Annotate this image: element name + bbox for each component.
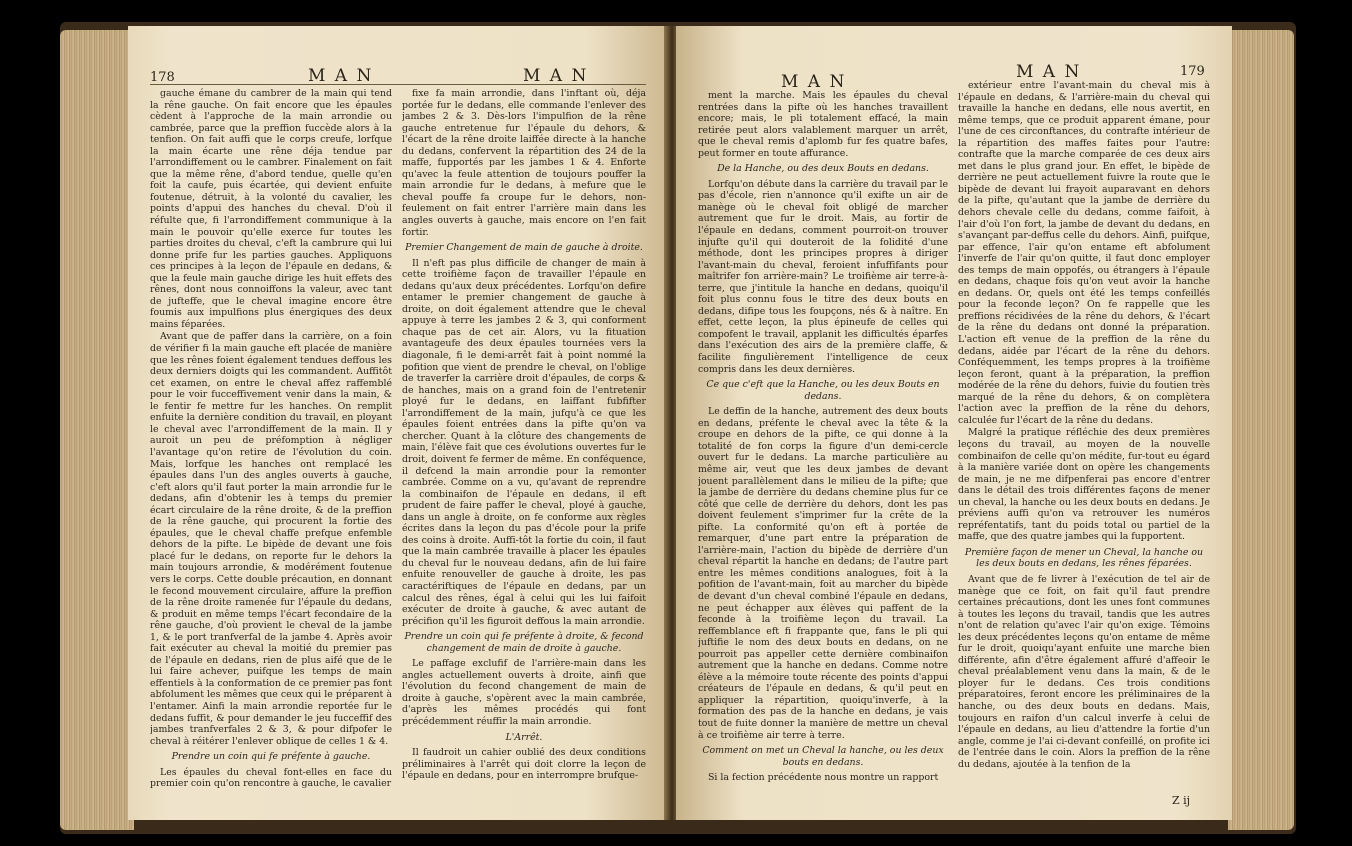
section-heading: Première façon de mener un Cheval, la hanche ou les deux bouts en dedans, les rênes féparées. xyxy=(964,546,1204,570)
paragraph: ment la marche. Mais les épaules du cheval rentrées dans la pifte où les hanches travaillent encore; mais, le pli totalement effacé, la main retirée peut alors valablement marquer un arrêt, que le cheval remis d'aplomb fur fes quatre bafes, peut former en toute affurance. xyxy=(698,90,948,159)
text-column-left xyxy=(150,88,392,812)
text-column-right xyxy=(958,80,1210,798)
left-page-edges xyxy=(60,30,134,830)
section-heading: Prendre un coin qui fe préfente à droite, & fecond changement de main de droite à gauche. xyxy=(404,631,644,654)
right-page-edges xyxy=(1228,30,1294,830)
section-heading: Ce que c'eft que la Hanche, ou les deux Bouts en dedans. xyxy=(706,379,940,402)
left-page xyxy=(128,26,668,820)
paragraph: Le deffin de la hanche, autrement des deux bouts en dedans, préfente le cheval avec la tête & la croupe en dehors de la pifte, ce qui donne à la totalité de fon corps la figure d'un demi-cercle ouvert fur le dedans. La marche particulière au même air, veut que les deux jambes de devant jouent parallèlement dans le milieu de la pifte; que la jambe de derrière du dedans chemine plus fur ce côté que celle de derrière du dehors, dont les pas doivent feulement s'imprimer fur la crête de la pifte. La conformité qu'on eft à portée de remarquer, d'une part entre la préparation de l'arrière-main, l'action du bipède de derrière d'un cheval répartit la hanche en dedans; de l'autre part entre les mêmes conditions analogues, foit à la pofition de l'avant-main, foit au marcher du bipède de devant d'un cheval combiné l'épaule en dedans, ne peut échapper aux élèves qui paffent de la feconde à la troifième leçon du travail. La reffemblance eft fi frappante que, fans le pli qui juftifie le nom des deux bouts en dedans, on ne pourroit pas appeller cette dernière combinaifon autrement que la hanche en dedans. Comme notre élève a la mémoire toute récente des points d'appui créateurs de l'épaule en dedans, & qu'il peut en appliquer la répartition, quoiqu'inverfe, à la formation des pas de la hanche en dedans, je vais tout de fuite donner la manière de mettre un cheval à ce troifième air terre à terre. xyxy=(698,406,948,741)
running-head-right-col: M A N xyxy=(1016,62,1082,82)
paragraph: Si la fection précédente nous montre un rapport xyxy=(708,772,939,784)
paragraph: Malgré la pratique réfléchie des deux premières leçons du travail, au moyen de la nouvelle combinaifon de celle qu'on médite, fur-tout eu égard à la manière variée dont on opère les changements de main, je ne me difpenferai pas encore d'entrer dans le détail des trois différentes façons de mener un cheval, la hanche ou les deux bouts en dedans. Je préviens auffi qu'on va retrouver les numéros repréfentatifs, tant du poids total ou partiel de la maffe, que des quatre jambes qui la fupportent. xyxy=(958,427,1210,543)
section-heading: L'Arrêt. xyxy=(505,731,543,743)
running-head: M A N xyxy=(308,66,374,86)
page-number: 179 xyxy=(1180,64,1205,79)
paragraph: gauche émane du cambrer de la main qui tend la rêne gauche. On fait encore que les épaules cèdent à l'approche de la main arrondie ou cambrée, parce que la preffion fuccède alors à la tenfion. On fait auffi que le corps creufe, lorfque la main écarte une rêne déja tendue par l'arrondiffement ou le cambrer. Finalement on fait que la même rêne, d'abord tendue, quelle qu'en foit la caufe, puis écartée, qui devient enfuite foutenue, détruit, à la volonté du cavalier, les points d'appui des hanches du cheval. D'où il réfulte que, fi l'arrondiffement communique à la main le pouvoir qu'elle exerce fur toutes les parties droites du cheval, c'eft la cambrure qui lui donne prife fur les parties gauches. Appliquons ces principes à la leçon de l'épaule en dedans, & que la feule main gauche dirige les huit effets des rênes, dont nous connoiffons la valeur, avec tant de jufteffe, que le cheval imagine encore être foumis aux impulfions plus énergiques des deux mains féparées. xyxy=(150,88,392,330)
paragraph: fixe fa main arrondie, dans l'inftant où, déja portée fur le dedans, elle commande l'enlever des jambes 2 & 3. Dès-lors l'impulfion de la rêne gauche entretenue fur l'épaule du dehors, & l'écart de la rêne droite laiffée directe à la hanche du dedans, confervent la répartition des 24 de la maffe, fupportés par les jambes 1 & 4. Enforte qu'avec la feule attention de toujours pouffer la main arrondie fur le dedans, à mefure que le cheval pouffe fa croupe fur le dehors, non-feulement on fait entrer l'arrière main dans les angles ouverts à gauche, mais encore on l'en fait fortir. xyxy=(402,88,646,238)
paragraph: Avant que de fe livrer à l'exécution de tel air de manège que ce foit, on fait qu'il faut prendre certaines précautions, dont les unes font communes à toutes les leçons du travail, tandis que les autres n'ont de relation qu'avec l'air qu'on exige. Témoins les deux précédentes leçons qu'on entame de même fur le droit, quoiqu'ayant enfuite une marche bien différente, afin d'être également affuré d'affeoir le cheval préalablement venu dans la main, & de le ployer fur le dedans. Ces trois conditions préparatoires, feront encore les préliminaires de la hanche, ou des deux bouts en dedans. Mais, toujours en raifon d'un calcul inverfe à celui de l'épaule en dedans, au lieu d'attendre la fortie d'un angle, comme je l'ai ci-devant confeillé, on profite ici de l'entrée dans le coin. Alors la preffion de la rêne du dedans, ajoutée à la tenfion de la xyxy=(958,573,1210,770)
section-heading: Premier Changement de main de gauche à droite. xyxy=(405,242,643,254)
text-column-right xyxy=(402,88,646,812)
header-rule xyxy=(150,84,646,85)
paragraph: Le paffage exclufif de l'arrière-main dans les angles actuellement ouverts à droite, ainfi que l'évolution du fecond changement de main de droite à gauche, s'opèrent avec la main cambrée, d'après les mêmes procédés qui font précédemment réuffir la main arrondie. xyxy=(402,658,646,727)
running-head: M A N xyxy=(781,72,847,92)
section-heading: Prendre un coin qui fe préfente à gauche. xyxy=(171,751,371,763)
paragraph: Les épaules du cheval font-elles en face du premier coin qu'on rencontre à gauche, le cavalier xyxy=(150,766,392,790)
signature-mark: Z ij xyxy=(1172,794,1191,807)
paragraph: extérieur entre l'avant-main du cheval mis à l'épaule en dedans, & l'arrière-main du cheval qui travaille la hanche en dedans, elle nous avertit, en même temps, que ce produit apparent émane, pour l'une de ces circonftances, du contrafte intérieur de la répartition des maffes faites pour l'autre: contrafte que la marche comparée de ces deux airs met dans le plus grand jour. En effet, le bipède de derrière ne peut actuellement fuivre la route que le bipède de devant lui frayoit auparavant en dehors de la pifte, qu'autant que la jambe de derrière du dehors chevale celle du dedans, comme faifoit, à l'air d'où l'on fort, la jambe de devant du dedans, en s'avançant par-deffus celle du dehors. Ainfi, puifque, par effence, l'air qu'on entame eft abfolument l'inverfe de l'air qu'on quitte, il faut donc employer des temps de main oppofés, ou étrangers à l'épaule en dedans, chaque fois qu'on veut avoir la hanche en dedans. Or, quels ont été les temps confeillés pour la feconde leçon? On fe rappelle que les preffions récidivées de la rêne du dehors, & l'écart de la rêne du dedans ont donné la préparation. L'action eft venue de la preffion de la rêne du dedans, aidée par l'écart de la rêne du dehors. Conféquemment, les temps propres à la troifième leçon feront, quant à la préparation, la preffion modérée de la rêne du dehors, fuivie du foutien très marqué de la rêne du dehors, & on complètera l'action avec la preffion de la rêne du dehors, calculée fur l'écart de la rêne du dedans. xyxy=(958,80,1210,426)
paragraph: Il n'eft pas plus difficile de changer de main à cette troifième façon de travailler l'épaule en dedans qu'aux deux précédentes. Lorfqu'on defire entamer le premier changement de gauche à droite, on doit également attendre que le cheval appuye à terre les jambes 2 & 3, qui conforment chaque pas de cet air. Alors, vu la fituation avantageufe des deux épaules tournées vers la diagonale, fi le demi-arrêt fait à point nommé la pofition que vient de prendre le cheval, on l'oblige de traverfer la carrière droit d'épaules, de corps & de hanches, mais on a grand foin de l'entretenir ployé fur le dedans, en laiffant fubfifter l'arrondiffement de la main, jufqu'à ce que les épaules foient entrées dans la pifte qu'on va chercher. Quant à la clôture des changements de main, l'élève fait que ces évolutions ouvertes fur le droit, doivent fe fermer de même. En conféquence, il defcend la main arrondie pour la remonter cambrée. Comme on a vu, qu'avant de reprendre la combinaifon de l'épaule en dedans, il eft prudent de faire paffer le cheval, ployé à gauche, dans un angle à droite, on fe conforme aux règles écrites dans la leçon du pas d'école pour la prife des coins à droite. Auffi-tôt la fortie du coin, il faut que la main cambrée travaille à placer les épaules du cheval fur le nouveau dedans, afin de lui faire enfuite renouveller de gauche à droite, les pas caractériftiques de l'épaule en dedans, par un calcul des rênes, égal à celui qui les lui faifoit exécuter de droite à gauche, & avec autant de précifion qu'il les figuroit deffous la main arrondie. xyxy=(402,257,646,627)
paragraph: Avant que de paffer dans la carrière, on a foin de vérifier fi la main gauche eft placée de manière que les rênes foient également tendues deffous les deux derniers doigts qui les commandent. Auffitôt cet examen, on entre le cheval affez raffemblé pour le voir fucceffivement venir dans la main, & le fentir fe mettre fur les hanches. On remplit enfuite la dernière condition du travail, en ployant le cheval avec l'arrondiffement de la main. Il y auroit un peu de préfomption à négliger l'avantage qu'on retire de l'évolution du coin. Mais, lorfque les hanches ont remplacé les épaules dans l'un des angles ouverts à gauche, c'eft alors qu'il faut porter la main arrondie fur le dedans, afin d'obtenir les à temps du premier écart circulaire de la rêne droite, & de la preffion de la rêne gauche, qui procurent la fortie des épaules, que le cheval chaffe prefque enfemble dehors de la pifte. Le bipède de devant une fois placé fur le dedans, on reporte fur le dehors la main toujours arrondie, & modérément foutenue vers le corps. Cette double précaution, en donnant le fecond mouvement circulaire, affure la preffion de la rêne droite ramenée fur l'épaule du dedans, & produit en même temps l'écart fecondaire de la rêne gauche, d'où provient le cheval de la jambe 1, & le port tranfverfal de la jambe 4. Après avoir fait exécuter au cheval la moitié du premier pas de l'épaule en dedans, rien de plus aifé que de le lui faire achever, puifque les temps de main effentiels à la conformation de ce premier pas font abfolument les mêmes que ceux qui le préparent à l'entamer. Ainfi la main arrondie reportée fur le dedans fuffit, & pour demander le jeu fucceffif des jambes tranfverfales 2 & 3, & pour difpofer le cheval à réitérer l'enlever oblique de celles 1 & 4. xyxy=(150,331,392,747)
section-heading: Comment on met un Cheval la hanche, ou les deux bouts en dedans. xyxy=(702,745,944,768)
page-number: 178 xyxy=(150,70,175,85)
section-heading: De la Hanche, ou des deux Bouts en dedans. xyxy=(717,163,929,175)
text-column-left xyxy=(698,90,948,816)
paragraph: Lorfqu'on débute dans la carrière du travail par le pas d'école, rien n'annonce qu'il exifte un air de manège où le cheval foit obligé de marcher autrement que fur le droit. Mais, au fortir de l'épaule en dedans, comment pourroit-on trouver injufte qu'il qui douteroit de la folidité d'une méthode, dont les principes propres à diriger l'avant-main du cheval, feroient infuffifants pour maîtrifer fon arrière-main? Le troifième air terre-à-terre, que j'intitule la hanche en dedans, quoiqu'il foit plus connu fous le titre des deux bouts en dedans, difipe tous les foupçons, nés & à naître. En effet, cette leçon, la plus épineufe de celles qui compofent le travail, applanit les difficultés éparfes dans l'exécution des airs de la première claffe, & facilite fingulièrement l'intelligence de ceux compris dans les deux dernières. xyxy=(698,178,948,375)
paragraph: Il faudroit un cahier oublié des deux conditions préliminaires à l'arrêt qui doit clorre la leçon de l'épaule en dedans, pour en interrompre brufque- xyxy=(402,747,646,782)
right-page xyxy=(676,26,1232,820)
running-head-right-col: M A N xyxy=(523,66,589,86)
